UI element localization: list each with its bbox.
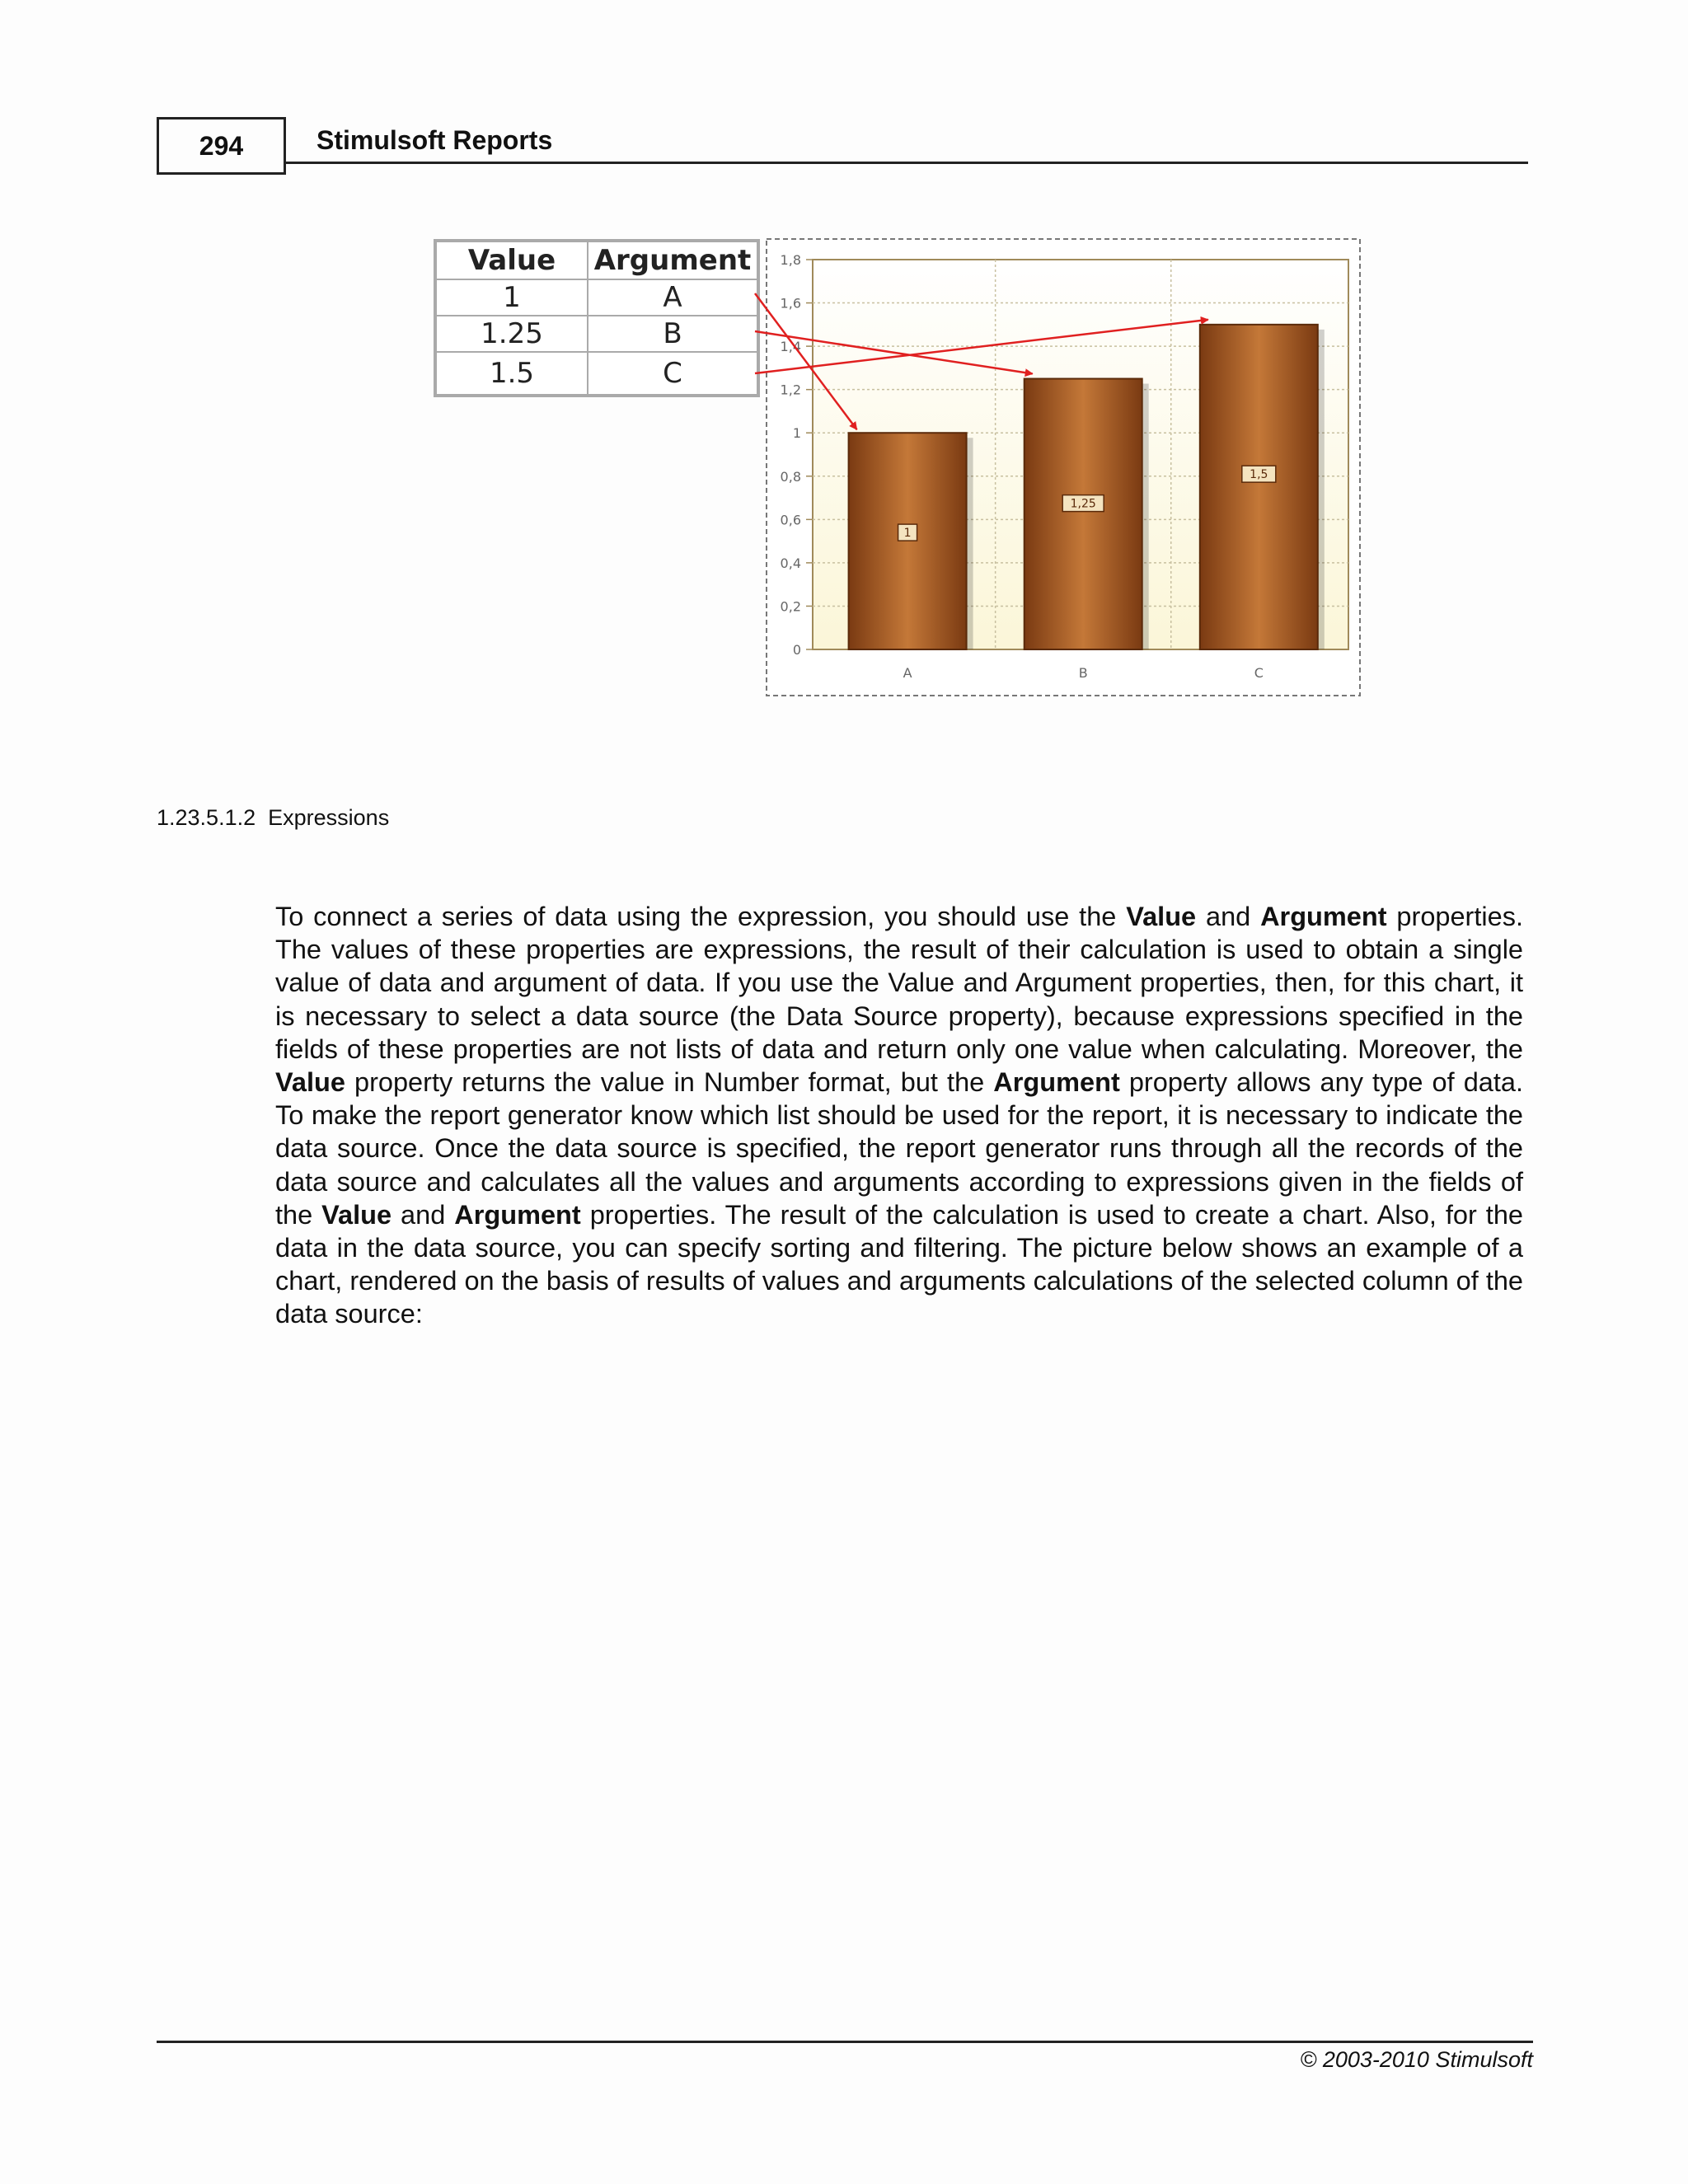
section-number: 1.23.5.1.2 [157, 805, 256, 830]
footer-copyright: © 2003-2010 Stimulsoft [1300, 2047, 1533, 2072]
data-label: 1,5 [1250, 468, 1268, 482]
data-label: 1 [903, 527, 912, 541]
table-cell-argument: A [588, 279, 758, 316]
y-tick-label: 0,6 [780, 512, 801, 528]
y-tick-label: 1,2 [780, 382, 801, 398]
table-cell-argument: B [588, 316, 758, 352]
table-cell-argument: C [588, 352, 758, 396]
table-header-argument: Argument [588, 241, 758, 279]
body-bold-term: Argument [454, 1199, 581, 1230]
y-tick-label: 1,6 [780, 295, 801, 312]
table-cell-value: 1.25 [435, 316, 588, 352]
table-cell-value: 1 [435, 279, 588, 316]
section-heading [157, 805, 389, 831]
body-bold-term: Value [1126, 902, 1197, 931]
bar-chart [0, 0, 1688, 742]
y-tick-label: 0,2 [780, 598, 801, 615]
y-tick-label: 1,8 [780, 252, 801, 268]
bar [1200, 325, 1318, 649]
x-tick-label: C [1254, 665, 1264, 681]
body-text-run: properties. The values of these properties are expressions, the result of their calculation is used to obtain a single value of data and argument of data. If you use the Value and Argument properties, then, for this chart, it is necessary to select a data source (the Data Source property), because expressions specified in the fields of these properties are not lists of data and return only one value when calculating. Moreover, the [275, 902, 1523, 1064]
body-bold-term: Value [275, 1067, 345, 1098]
body-bold-term: Argument [993, 1067, 1120, 1098]
table-header-value: Value [435, 241, 588, 279]
y-tick-label: 0,8 [780, 468, 801, 485]
body-text-run: properties. The result of the calculation is used to create a chart. Also, for the data in the data source, you can specify sorting and filtering. The picture below shows an example of a chart, rendered on the basis of results of values and arguments calculations of the selected column of the data source: [275, 1199, 1523, 1329]
footer-rule [157, 2041, 1533, 2043]
y-tick-label: 1,4 [780, 339, 801, 355]
page-number: 294 [157, 117, 286, 175]
header-title: Stimulsoft Reports [316, 125, 553, 155]
x-tick-label: A [903, 665, 912, 681]
body-paragraph [275, 900, 1523, 1331]
x-tick-label: B [1078, 665, 1088, 681]
section-title: Expressions [268, 805, 390, 830]
body-text-run: property allows any type of data. To make the report generator know which list should be used for the report, it is necessary to indicate the data source. Once the data source is specified, the report generator runs through all the records of the data source and calculates all the values and arguments according to expressions given in the fields of the [275, 1067, 1523, 1230]
body-bold-term: Value [321, 1199, 392, 1230]
bar [1025, 379, 1142, 649]
y-tick-label: 0 [792, 642, 801, 658]
body-text-run: and [392, 1199, 455, 1230]
body-text-run: and [1196, 902, 1261, 931]
body-text-run: To connect a series of data using the expression, you should use the [275, 902, 1127, 931]
table-cell-value: 1.5 [435, 352, 588, 396]
y-tick-label: 1 [792, 425, 801, 442]
y-tick-label: 0,4 [780, 555, 801, 571]
body-text-run: property returns the value in Number format, but the [345, 1067, 994, 1098]
body-bold-term: Argument [1260, 902, 1387, 931]
data-label: 1,25 [1070, 497, 1096, 511]
